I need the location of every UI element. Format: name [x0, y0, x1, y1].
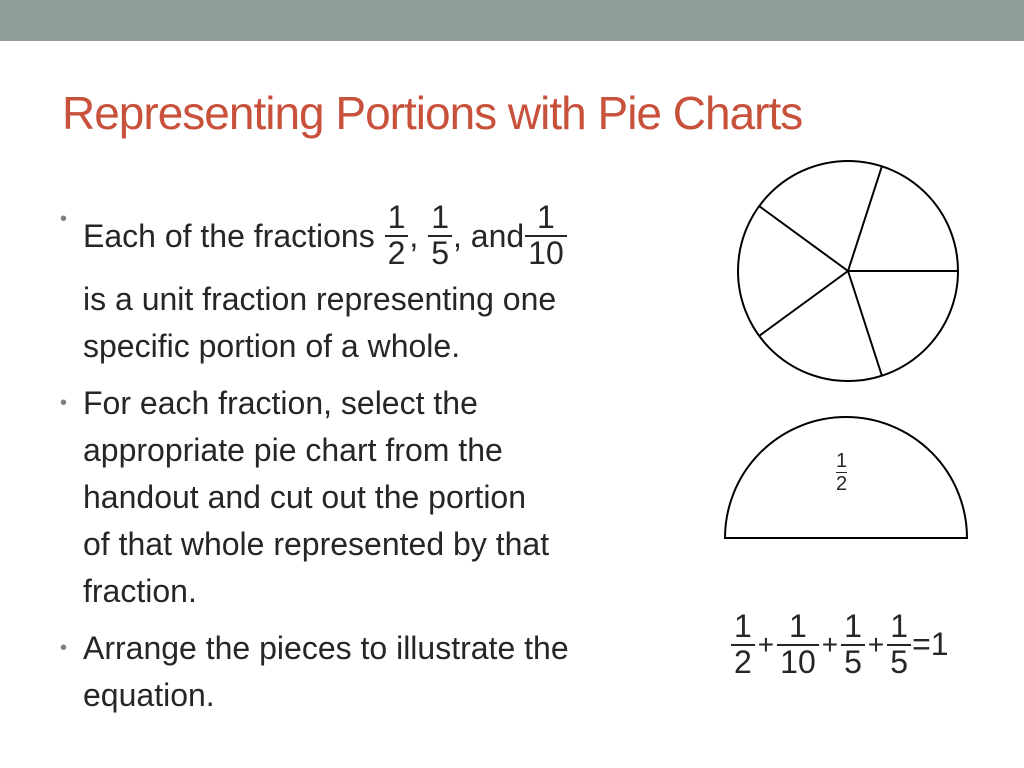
bullet-1 — [58, 196, 658, 370]
plus-sign: + — [821, 628, 839, 660]
pie-divider — [848, 271, 882, 376]
fraction-denominator: 2 — [385, 235, 409, 271]
fraction-one-half — [385, 201, 409, 270]
plus-sign: + — [867, 628, 885, 660]
fraction-denominator: 5 — [841, 644, 865, 680]
bullet-3-line-1: Arrange the pieces to illustrate the — [83, 630, 569, 666]
fraction-denominator: 2 — [731, 644, 755, 680]
five-part-pie-chart — [730, 155, 970, 387]
bullet-1-line-3: specific portion of a whole. — [83, 328, 461, 364]
fraction-denominator: 10 — [777, 644, 819, 680]
bullet-2-line-3: handout and cut out the portion — [83, 479, 527, 515]
fraction-numerator: 1 — [789, 608, 807, 644]
fraction-one-fifth — [428, 201, 452, 270]
fraction-one-tenth — [525, 201, 567, 270]
bullet-3-line-2: equation. — [83, 677, 215, 713]
slide-title: Representing Portions with Pie Charts — [62, 87, 803, 139]
fraction-denominator: 5 — [887, 644, 911, 680]
bullet-1-lead-text: Each of the fractions — [83, 217, 375, 254]
half-piece-label — [836, 450, 847, 495]
fraction-numerator: 1 — [387, 199, 406, 236]
equation-term — [841, 610, 865, 679]
pie-divider — [759, 206, 848, 271]
bullet-2-line-1: For each fraction, select the — [83, 385, 478, 421]
fraction-separator: , — [409, 217, 419, 254]
bullet-2-line-4: of that whole represented by that — [83, 526, 550, 562]
pie-divider — [848, 166, 882, 271]
half-label-numerator: 1 — [836, 450, 848, 472]
fraction-equation — [730, 610, 949, 679]
half-label-denominator: 2 — [836, 473, 848, 495]
bullet-dot: • — [60, 392, 68, 414]
bullet-dot: • — [60, 208, 68, 230]
fraction-denominator: 5 — [428, 235, 452, 271]
bullet-2-line-2: appropriate pie chart from the — [83, 432, 503, 468]
top-banner — [0, 0, 1024, 41]
fraction-numerator: 1 — [734, 608, 752, 644]
bullet-3 — [58, 625, 658, 719]
bullet-2 — [58, 380, 658, 615]
bullet-1-line-2: is a unit fraction representing one — [83, 281, 557, 317]
fraction-denominator: 10 — [525, 235, 567, 271]
fraction-numerator: 1 — [844, 608, 862, 644]
equation-term — [777, 610, 819, 679]
fraction-numerator: 1 — [890, 608, 909, 644]
bullet-dot: • — [60, 637, 68, 659]
fraction-numerator: 1 — [431, 199, 449, 236]
equation-result: =1 — [912, 626, 949, 663]
plus-sign: + — [757, 628, 775, 660]
bullet-1-first-line — [83, 196, 658, 276]
equation-term — [731, 610, 755, 679]
fraction-numerator: 1 — [537, 199, 555, 236]
equation-term — [887, 610, 911, 679]
pie-divider — [759, 271, 848, 336]
bullet-list — [58, 196, 658, 729]
bullet-2-line-5: fraction. — [83, 573, 197, 609]
fraction-separator: , and — [452, 217, 525, 254]
